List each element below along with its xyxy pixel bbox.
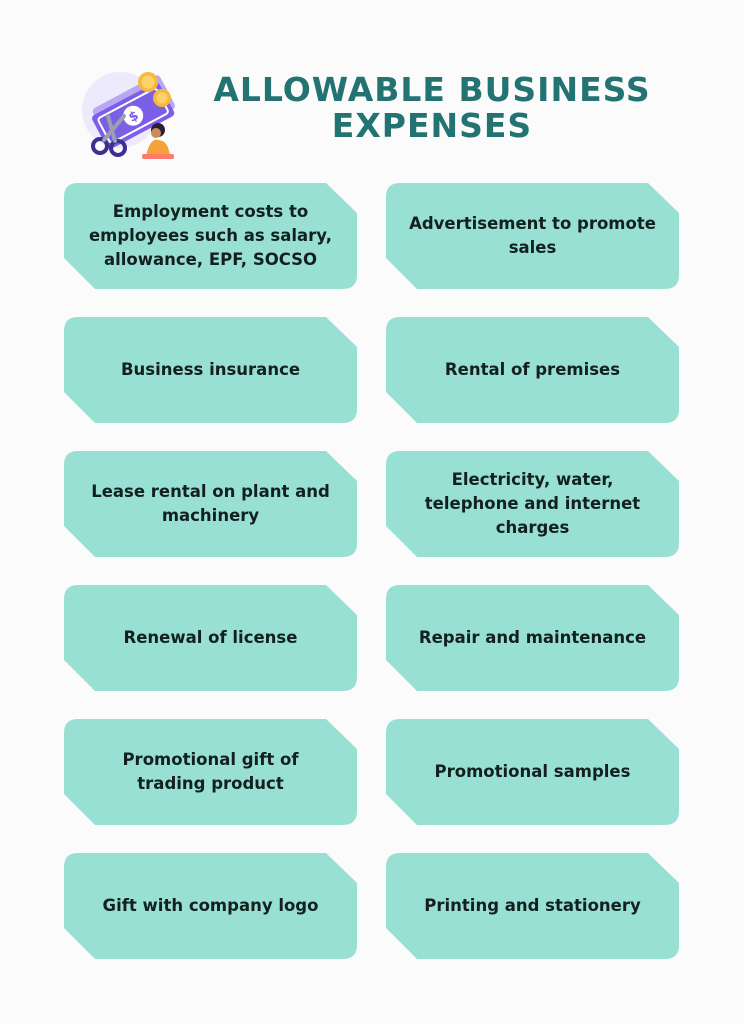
expense-card [64,451,357,557]
title-line-2: EXPENSES [331,106,533,145]
expense-card [386,853,679,959]
expense-label: Employment costs to employees such as salary, allowance, EPF, SOCSO [88,202,333,269]
expense-card [64,317,357,423]
expense-label: Business insurance [120,360,301,379]
header [0,58,744,168]
expense-card [386,719,679,825]
expense-card [64,183,357,289]
expense-card [386,317,679,423]
expense-card [64,585,357,691]
expense-label: Renewal of license [123,628,298,647]
expense-label: Promotional gift of trading product [122,750,299,793]
expense-card [386,585,679,691]
expense-label: Electricity, water, telephone and internet charges [424,470,641,537]
page-title [180,72,684,144]
title-line-1: ALLOWABLE BUSINESS [213,70,651,109]
svg-text:$: $ [126,108,142,126]
expense-label: Gift with company logo [102,896,319,915]
money-cut-scissors-icon [78,64,188,162]
expense-label: Promotional samples [434,762,631,781]
expense-label: Printing and stationery [424,896,641,915]
expense-card [64,719,357,825]
expense-label: Repair and maintenance [418,628,647,647]
expense-label: Lease rental on plant and machinery [91,482,330,525]
expense-label: Advertisement to promote sales [409,214,656,257]
expense-card [64,853,357,959]
expense-card [386,183,679,289]
expense-card [386,451,679,557]
expense-label: Rental of premises [444,360,621,379]
